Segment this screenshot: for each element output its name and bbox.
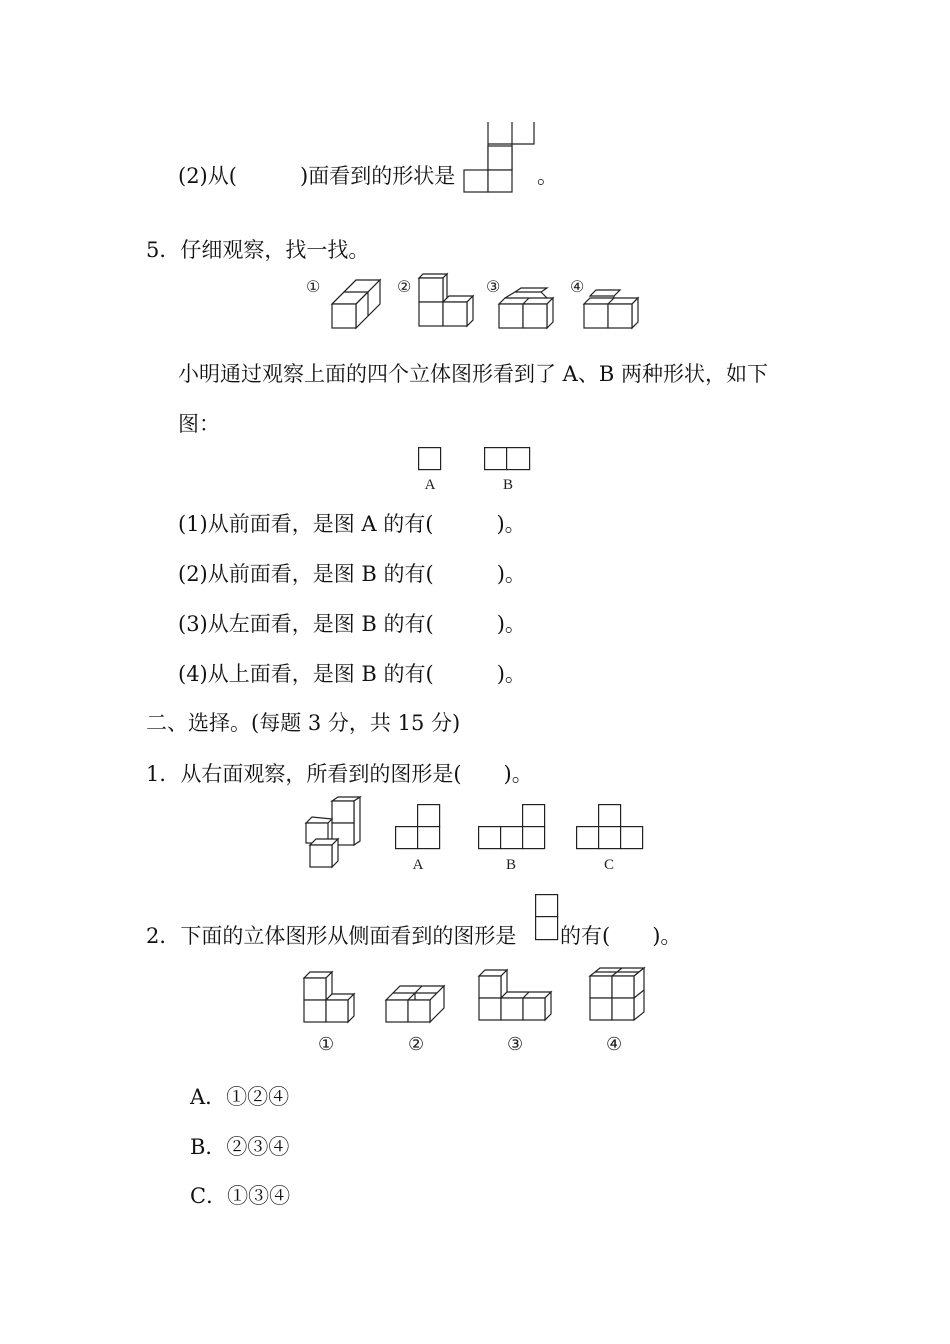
mc2-fig-label-2: ② [408, 1034, 425, 1054]
mc2-figure-4 [588, 966, 654, 1030]
q4-part2-prefix: (2)从( [178, 164, 237, 188]
q5-part4: (4)从上面看，是图 B 的有( )。 [178, 662, 526, 686]
q4-part2-suffix: )面看到的形状是 [300, 164, 456, 188]
section2-title: 二、选择。(每题 3 分，共 15 分) [146, 711, 461, 735]
mc2-figure-1 [302, 970, 364, 1030]
shape-a-label: A [424, 477, 436, 493]
q4-part2-end: 。 [537, 164, 558, 188]
mc1-stem: 1．从右面观察，所看到的图形是( )。 [146, 762, 533, 786]
mc1-option-b-shape [478, 804, 548, 852]
mc2-stem-after: 的有( )。 [560, 924, 682, 948]
mc2-option-a[interactable]: A．①②④ [190, 1085, 290, 1109]
q5-part2: (2)从前面看，是图 B 的有( )。 [178, 562, 526, 586]
q5-stem: 5．仔细观察，找一找。 [146, 238, 370, 262]
q5-intro-line2: 图： [178, 412, 220, 436]
q5-part3: (3)从左面看，是图 B 的有( )。 [178, 612, 526, 636]
mc1-option-a-label: A [412, 857, 424, 873]
q5-figure-1 [328, 276, 388, 332]
q5-part1: (1)从前面看，是图 A 的有( )。 [178, 512, 526, 536]
mc1-option-c-label: C [603, 857, 614, 873]
mc2-option-b[interactable]: B．②③④ [190, 1135, 290, 1159]
q5-figure-4 [582, 286, 644, 332]
mc2-stem-before: 2．下面的立体图形从侧面看到的图形是 [146, 924, 517, 948]
q5-figure-3 [497, 286, 559, 332]
mc2-side-view-shape [535, 894, 561, 944]
mc2-fig-label-1: ① [318, 1034, 335, 1054]
mc1-option-a-shape [395, 804, 443, 852]
mc2-figure-2 [382, 984, 452, 1030]
q5-figure-2 [417, 272, 479, 332]
mc1-solid [302, 795, 364, 871]
q5-fig-label-1: ① [306, 279, 321, 296]
shape-b-label: B [502, 477, 513, 493]
mc2-fig-label-3: ③ [507, 1034, 524, 1054]
q4-view-shape [464, 122, 536, 196]
mc2-figure-3 [477, 968, 563, 1030]
shape-b [484, 447, 532, 471]
mc1-option-c-shape [576, 804, 646, 852]
shape-a [418, 447, 442, 471]
mc2-option-c[interactable]: C．①③④ [190, 1184, 291, 1208]
mc2-fig-label-4: ④ [606, 1034, 623, 1054]
mc1-option-b-label: B [505, 857, 516, 873]
q5-fig-label-3: ③ [486, 279, 501, 296]
q5-intro-line1: 小明通过观察上面的四个立体图形看到了 A、B 两种形状，如下 [178, 362, 768, 386]
q5-fig-label-2: ② [397, 279, 412, 296]
q5-fig-label-4: ④ [570, 279, 585, 296]
